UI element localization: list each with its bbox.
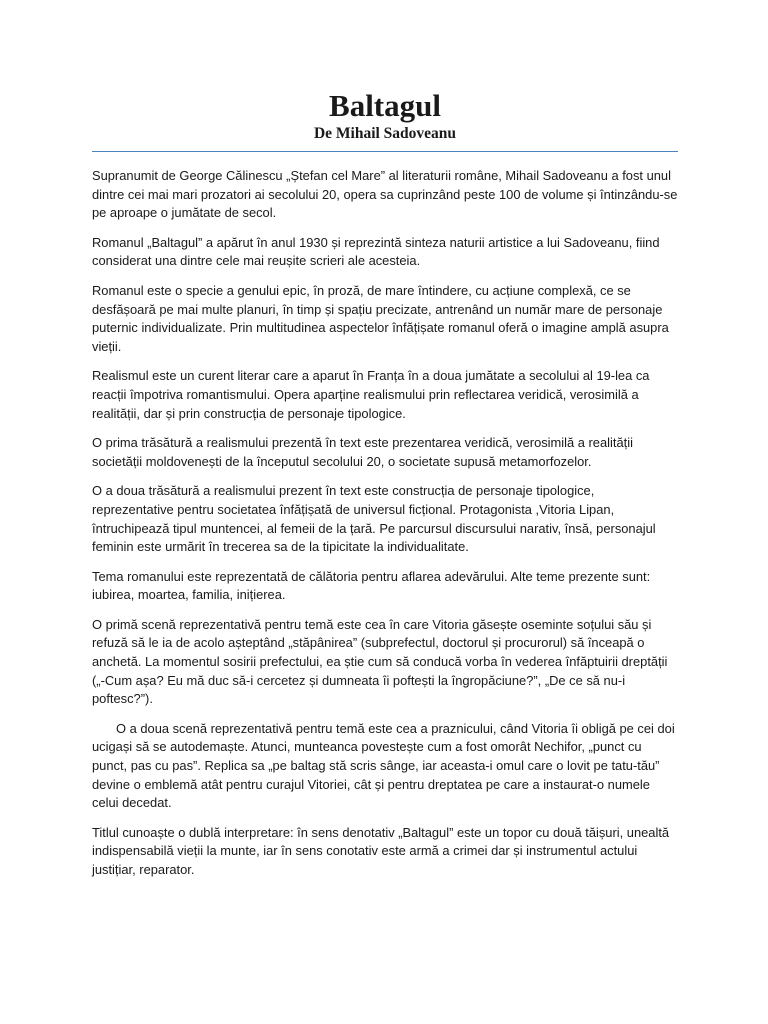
paragraph: O prima trăsătură a realismului prezentă în text este prezentarea veridică, verosimilă a realității societății moldovenești de la începutul secolului 20, o societate supusă metamorfozelor. [92,435,633,469]
title-divider [92,151,678,152]
paragraph: O a doua trăsătură a realismului prezent în text este construcția de personaje tipologice, reprezentative pentru societatea înfățișată de universul ficțional. Protagonista ,Vitoria Lipan, întruchipează tipul muntencei, al femeii de la țară. Pe parcursul discursului narativ, însă, personajul feminin este urmărit în trecerea sa de la tipicitate la individualitate. [92,483,656,555]
document-subtitle: De Mihail Sadoveanu [313,125,457,142]
paragraph: Realismul este un curent literar care a aparut în Franța în a doua jumătate a secolului al 19-lea ca reacții împotriva romantismului. Opera aparține realismului prin reflectarea veridică, verosimilă a realității, dar și prin construcția de personaje tipologice. [92,368,650,421]
paragraph: O primă scenă reprezentativă pentru temă este cea în care Vitoria găsește oseminte soțului său și refuză să le ia de acolo așteptând „stăpânirea” (subprefectul, doctorul și procurorul) să înceapă o anchetă. La momentul sosirii prefectului, ea știe cum să conducă vorba în vederea înfăptuirii dreptății („-Cum așa? Eu mă duc să-i cercetez și dumneata îi poftești la îngropăciune?”, „De ce să nu-i poftesc?”). [92,616,668,707]
paragraph: O a doua scenă reprezentativă pentru temă este cea a praznicului, când Vitoria îi obligă pe cei doi ucigași să se autodemaște. Atunci, munteanca povestește cum a fost omorât Nechifor, „punct cu punct, pas cu pas”. Replica sa „pe baltag stă scris sânge, iar aceasta-i omul care o lovit pe tatu-tău” devine o emblemă atât pentru curajul Vitoriei, cât și pentru dreptatea pe care a instaurat-o numele celui decedat. [92,720,675,811]
paragraph: Tema romanului este reprezentată de călătoria pentru aflarea adevărului. Alte teme prezente sunt: iubirea, moartea, familia, inițierea. [92,568,651,603]
paragraph: Supranumit de George Călinescu „Ștefan cel Mare” al literaturii române, Mihail Sadoveanu a fost unul dintre cei mai mari prozatori ai secolului 20, opera sa cuprinzând peste 100 de volume și întinzându-se pe aproape o jumătate de secol. [92,168,678,221]
document-body [92,167,678,880]
document-title: Baltagul [329,88,441,123]
paragraph: Titlul cunoaște o dublă interpretare: în sens denotativ „Baltagul” este un topor cu două tăișuri, unealtă indispensabilă vieții la munte, iar în sens conotativ este armă a crimei dar și instrumentul actului justițiar, reparator. [92,824,670,877]
paragraph: Romanul „Baltagul” a apărut în anul 1930 și reprezintă sinteza naturii artistice a lui Sadoveanu, fiind considerat una dintre cele mai reușite scrieri ale acesteia. [92,234,660,269]
paragraph: Romanul este o specie a genului epic, în proză, de mare întindere, cu acțiune complexă, ce se desfășoară pe mai multe planuri, în timp și spațiu precizate, antrenând un număr mare de personaje puternic individualizate. Prin multitudinea aspectelor înfățișate romanul oferă o imagine amplă asupra vieții. [92,282,669,354]
